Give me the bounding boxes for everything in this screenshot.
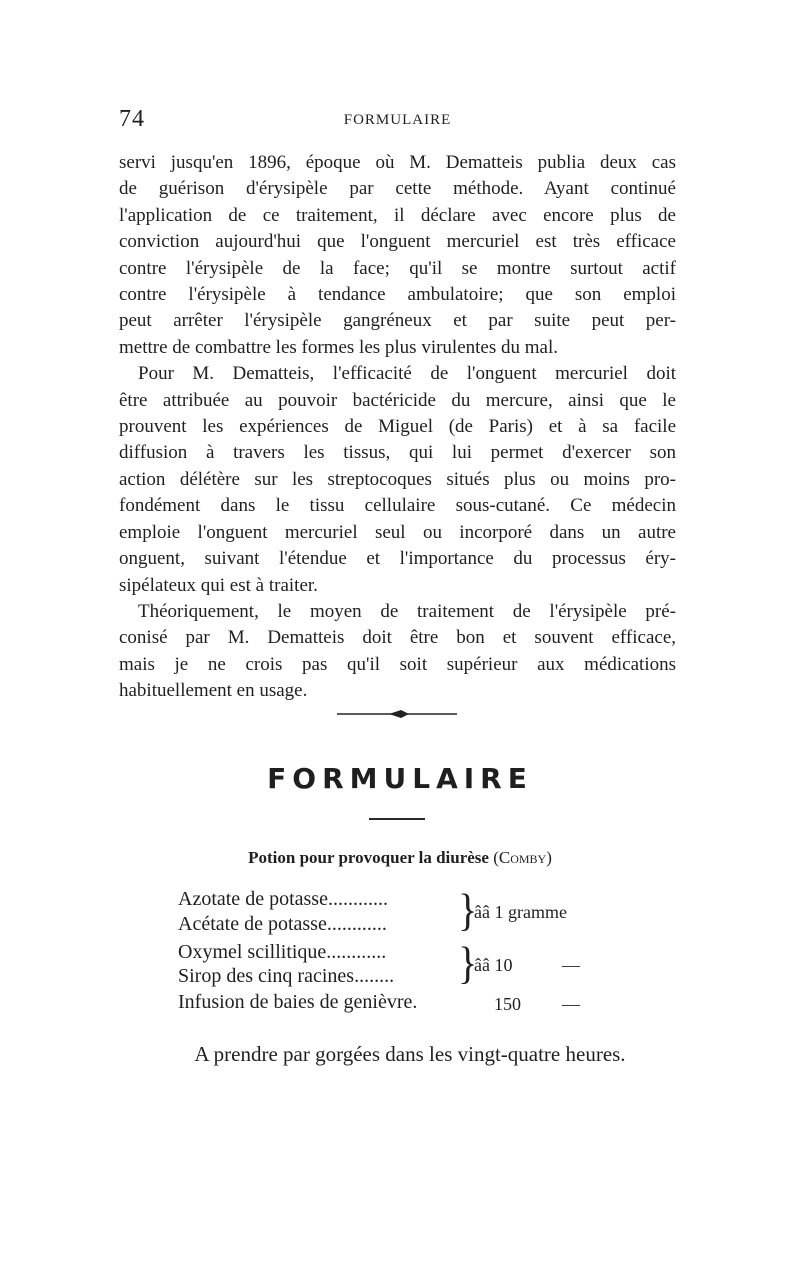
paragraph-3 bbox=[119, 599, 676, 705]
text-line: onguent, suivant l'étendue et l'importance du processus éry- bbox=[119, 548, 676, 570]
text-line: être attribuée au pouvoir bactéricide du mercure, ainsi que le bbox=[119, 389, 676, 411]
brace-icon: } bbox=[458, 883, 478, 936]
text-line: sipélateux qui est à traiter. bbox=[119, 574, 318, 596]
page-number: 74 bbox=[119, 106, 145, 132]
text-line: diffusion à travers les tissus, qui lui permet d'exercer son bbox=[119, 442, 676, 464]
ingredient-line: Oxymel scillitique............ bbox=[178, 941, 387, 963]
text-line: servi jusqu'en 1896, époque où M. Dematteis publia deux cas bbox=[119, 152, 676, 173]
quantity-label: ââ 1 gramme bbox=[474, 902, 567, 922]
text-line: mais je ne crois pas qu'il soit supérieur aux médications bbox=[119, 653, 676, 675]
running-title: FORMULAIRE bbox=[343, 112, 452, 128]
text-line: Théoriquement, le moyen de traitement de l'érysipèle pré- bbox=[138, 600, 676, 622]
text-line: action délétère sur les streptocoques situés plus ou moins pro- bbox=[119, 468, 676, 490]
text-line: contre l'érysipèle de la face; qu'il se montre surtout actif bbox=[119, 257, 676, 279]
recipe-instruction: A prendre par gorgées dans les vingt-quatre heures. bbox=[194, 1042, 626, 1066]
running-header bbox=[119, 106, 676, 136]
text-line: Pour M. Dematteis, l'efficacité de l'onguent mercuriel doit bbox=[138, 363, 676, 385]
section-rule bbox=[369, 818, 425, 820]
text-line: prouvent les expériences de Miguel (de Paris) et à sa facile bbox=[119, 416, 676, 438]
body-text bbox=[119, 150, 676, 705]
text-line: emploie l'onguent mercuriel seul ou incorporé dans un autre bbox=[119, 521, 676, 543]
quantity-label: ââ 10 bbox=[474, 955, 513, 975]
text-line: peut arrêter l'érysipèle gangréneux et par suite peut per- bbox=[119, 310, 676, 332]
divider-ornament bbox=[337, 708, 457, 720]
section-title: FORMULAIRE bbox=[267, 762, 533, 795]
text-line: habituellement en usage. bbox=[119, 680, 308, 702]
ingredient-line: Acétate de potasse............ bbox=[178, 913, 387, 935]
ditto-dash: — bbox=[562, 994, 580, 1014]
ingredient-line: Infusion de baies de genièvre. bbox=[178, 991, 418, 1013]
recipe-title bbox=[150, 848, 650, 868]
brace-icon: } bbox=[458, 936, 478, 989]
recipe-name: Potion pour provoquer la diurèse bbox=[248, 848, 489, 867]
recipe-author: (Comby) bbox=[493, 848, 552, 867]
text-line: de guérison d'érysipèle par cette méthode. Ayant continué bbox=[119, 178, 676, 200]
quantity-label: 150 bbox=[494, 994, 521, 1014]
ingredient-line: Sirop des cinq racines........ bbox=[178, 965, 395, 987]
text-line: fondément dans le tissu cellulaire sous-cutané. Ce médecin bbox=[119, 495, 676, 517]
paragraph-1 bbox=[119, 150, 676, 361]
text-line: conisé par M. Dematteis doit être bon et souvent efficace, bbox=[119, 627, 676, 649]
text-line: l'application de ce traitement, il déclare avec encore plus de bbox=[119, 204, 676, 226]
paragraph-2 bbox=[119, 361, 676, 599]
ditto-dash: — bbox=[562, 955, 580, 975]
ingredient-line: Azotate de potasse............ bbox=[178, 888, 388, 910]
text-line: mettre de combattre les formes les plus virulentes du mal. bbox=[119, 336, 558, 358]
text-line: conviction aujourd'hui que l'onguent mercuriel est très efficace bbox=[119, 231, 676, 253]
text-line: contre l'érysipèle à tendance ambulatoire; que son emploi bbox=[119, 284, 676, 306]
